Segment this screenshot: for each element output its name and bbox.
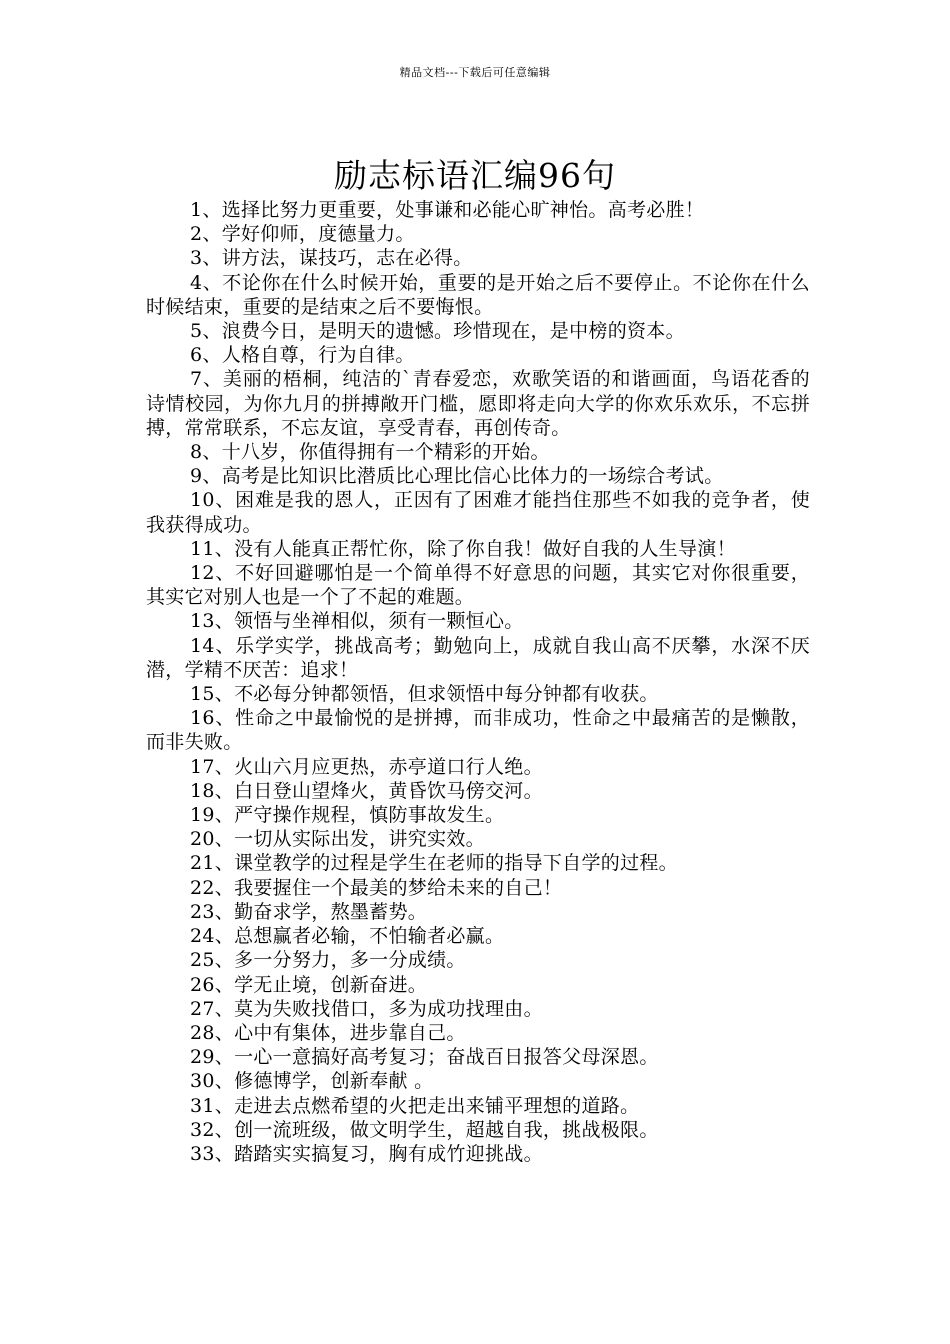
- slogan-item-7: 7、美丽的梧桐，纯洁的`青春爱恋，欢歌笑语的和谐画面，鸟语花香的诗情校园，为你九月的拼搏敞开门槛，愿即将走向大学的你欢乐欢乐，不忘拼搏，常常联系，不忘友谊，享受青春，再创传奇。: [146, 368, 810, 439]
- slogan-item-29: 29、一心一意搞好高考复习；奋战百日报答父母深恩。: [190, 1046, 659, 1069]
- slogan-item-9: 9、高考是比知识比潜质比心理比信心比体力的一场综合考试。: [190, 465, 724, 488]
- slogan-item-18: 18、白日登山望烽火，黄昏饮马傍交河。: [190, 779, 543, 802]
- slogan-item-13: 13、领悟与坐禅相似，须有一颗恒心。: [190, 610, 524, 633]
- slogan-item-11: 11、没有人能真正帮忙你，除了你自我！做好自我的人生导演！: [190, 537, 736, 560]
- slogan-item-33: 33、踏踏实实搞复习，胸有成竹迎挑战。: [190, 1142, 543, 1165]
- slogan-item-15: 15、不必每分钟都领悟，但求领悟中每分钟都有收获。: [190, 683, 659, 706]
- page-header: 精品文档---下载后可任意编辑: [399, 66, 551, 79]
- slogan-item-23: 23、勤奋求学，熬墨蓄势。: [190, 900, 428, 923]
- slogan-item-10: 10、困难是我的恩人，正因有了困难才能挡住那些不如我的竞争者，使我获得成功。: [146, 489, 810, 536]
- slogan-item-1: 1、选择比努力更重要，处事谦和必能心旷神怡。高考必胜！: [190, 199, 705, 221]
- slogan-item-3: 3、讲方法，谋技巧，志在必得。: [190, 247, 473, 270]
- slogan-item-19: 19、严守操作规程，慎防事故发生。: [190, 804, 505, 827]
- slogan-item-6: 6、人格自尊，行为自律。: [190, 344, 415, 367]
- slogan-item-22: 22、我要握住一个最美的梦给未来的自己！: [190, 876, 563, 899]
- slogan-item-25: 25、多一分努力，多一分成绩。: [190, 949, 466, 972]
- slogan-item-21: 21、课堂教学的过程是学生在老师的指导下自学的过程。: [190, 852, 678, 875]
- slogan-item-5: 5、浪费今日，是明天的遗憾。珍惜现在，是中榜的资本。: [190, 320, 685, 343]
- slogan-item-14: 14、乐学实学，挑战高考；勤勉向上，成就自我山高不厌攀，水深不厌潜，学精不厌苦：追求！: [146, 634, 810, 681]
- slogan-item-24: 24、总想赢者必输，不怕输者必赢。: [190, 925, 505, 948]
- slogan-item-30: 30、修德博学，创新奉献 。: [190, 1070, 434, 1093]
- slogan-item-31: 31、走进去点燃希望的火把走出来铺平理想的道路。: [190, 1094, 640, 1117]
- slogan-item-16: 16、性命之中最愉悦的是拼搏，而非成功，性命之中最痛苦的是懒散，而非失败。: [146, 707, 810, 754]
- document-title: 励志标语汇编96句: [334, 156, 616, 196]
- slogan-item-8: 8、十八岁，你值得拥有一个精彩的开始。: [190, 441, 550, 464]
- slogan-list: [146, 198, 810, 1166]
- slogan-item-2: 2、学好仰师，度德量力。: [190, 223, 415, 246]
- slogan-item-17: 17、火山六月应更热，赤亭道口行人绝。: [190, 755, 543, 778]
- slogan-item-20: 20、一切从实际出发，讲究实效。: [190, 828, 485, 851]
- slogan-item-27: 27、莫为失败找借口，多为成功找理由。: [190, 997, 543, 1020]
- slogan-item-12: 12、不好回避哪怕是一个简单得不好意思的问题，其实它对你很重要，其实它对别人也是一个了不起的难题。: [146, 562, 810, 609]
- slogan-item-26: 26、学无止境，创新奋进。: [190, 973, 428, 996]
- slogan-item-32: 32、创一流班级，做文明学生，超越自我，挑战极限。: [190, 1118, 659, 1141]
- slogan-item-4: 4、不论你在什么时候开始，重要的是开始之后不要停止。不论你在什么时候结束，重要的是结束之后不要悔恨。: [146, 271, 810, 318]
- slogan-item-28: 28、心中有集体，进步靠自己。: [190, 1021, 466, 1044]
